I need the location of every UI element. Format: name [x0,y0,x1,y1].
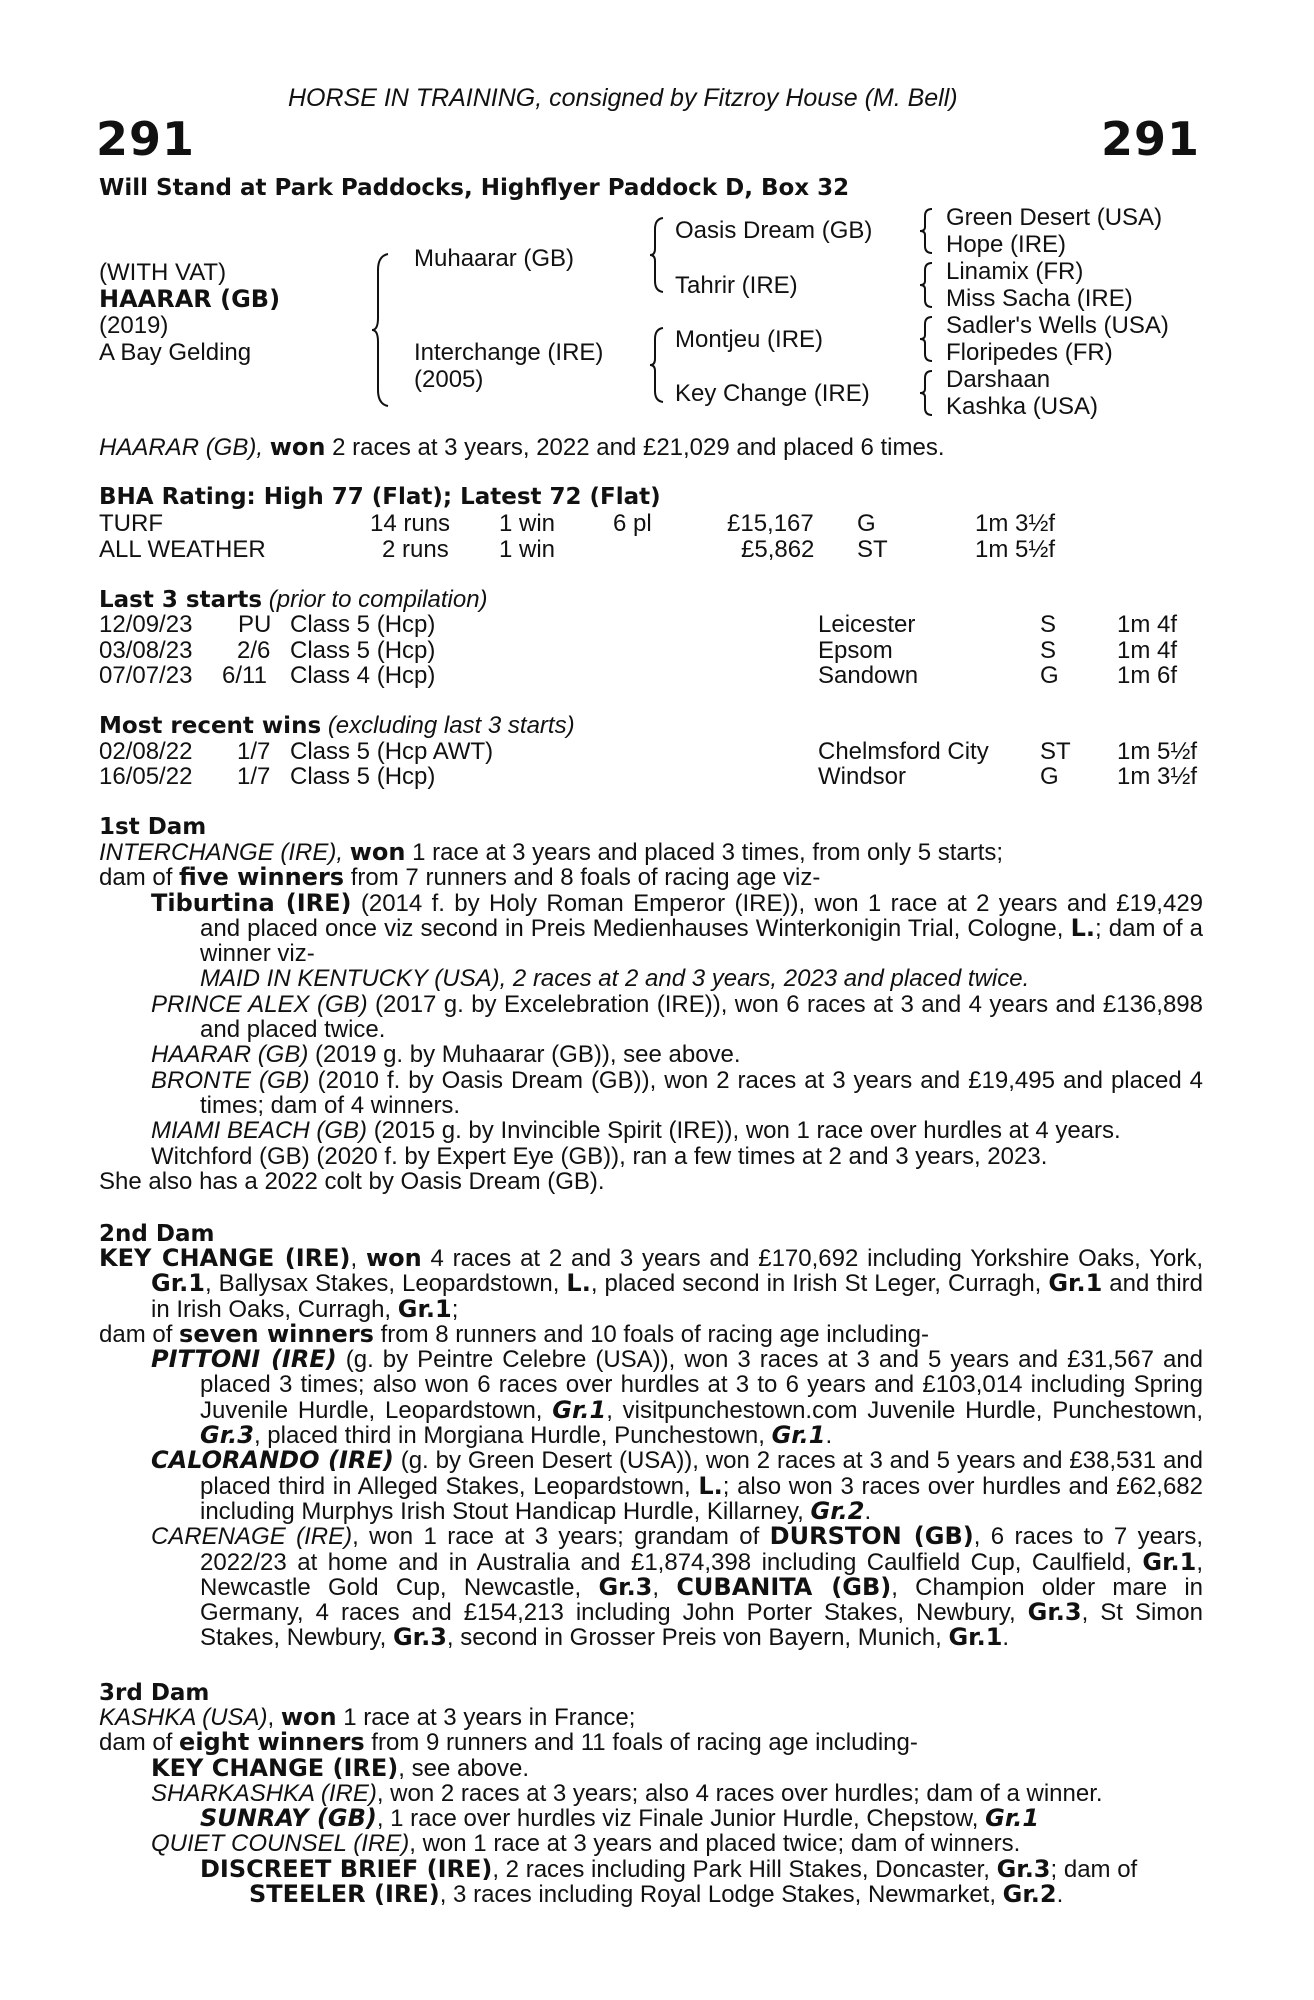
rating-wins: 1 win [499,536,556,563]
progeny-name: HAARAR (GB) [151,1041,309,1069]
first-dam-intro [99,840,1203,865]
start-going: S [1040,637,1057,664]
dam-sire: Montjeu (IRE) [675,326,824,353]
progeny-carenage [99,1524,1203,1650]
win-distance: 1m 3½f [1117,763,1198,790]
intro-text: ; [451,1295,459,1323]
group-mark: Gr.3 [598,1572,653,1601]
progeny-text: , Champion older mare in Germany, 4 races and £154,213 including John Porter Stakes, Newbury, [200,1573,1204,1627]
progeny-tiburtina [99,888,1204,968]
intro-text: 1 race at 3 years and placed 3 times, from only 5 starts; [412,839,1004,866]
win-going: G [1040,763,1059,790]
listed-mark: L. [698,1471,723,1500]
start-position: 2/6 [237,637,271,664]
recent-note: (excluding last 3 starts) [327,712,575,739]
progeny-haarar [99,1042,1203,1067]
start-position: PU [238,611,272,638]
progeny-text: (g. by Green Desert (USA)), won 2 races at 3 and 5 years and £38,531 and placed third in Alleged Stakes, Leopardstown, [200,1447,1204,1500]
progeny-text: , visitpunchestown.com Juvenile Hurdle, Punchestown, [606,1396,1204,1424]
group-mark: Gr.2 [810,1496,865,1525]
first-dam-heading: 1st Dam [99,814,207,840]
progeny-text: , 1 race over hurdles viz Finale Junior Hurdle, Chepstow, [376,1805,979,1833]
group-mark: Gr.1 [552,1395,607,1424]
win-race: Class 5 (Hcp AWT) [290,738,494,765]
dam-of: dam of [99,1729,173,1757]
first-dam-produce [99,865,1203,890]
third-dam-heading: 3rd Dam [99,1680,210,1706]
progeny-text: , won 1 race at 3 years; grandam of [352,1523,760,1551]
progeny-pittoni [99,1347,1203,1448]
rating-distance: 1m 3½f [975,510,1056,537]
rating-distance: 1m 5½f [975,536,1056,563]
vat-note: (WITH VAT) [99,259,227,286]
progeny-text: , second in Grosser Preis von Bayern, Munich, [446,1624,942,1652]
pedigree-brace-main [370,250,394,410]
progeny-text: (2019 g. by Muhaarar (GB)), see above. [315,1041,741,1069]
pedigree-brace-ss [918,206,936,256]
group-mark: Gr.1 [397,1294,452,1323]
progeny-sunray [99,1806,1203,1831]
progeny-maid-in-kentucky: MAID IN KENTUCKY (USA), 2 races at 2 and 3 years, 2023 and placed twice. [200,965,1030,993]
start-distance: 1m 4f [1117,637,1178,664]
progeny-key-change [99,1753,1203,1782]
second-dam-produce [99,1319,1203,1348]
pedigree-brace-dd [918,368,936,418]
win-course: Windsor [818,763,907,790]
progeny-name: KEY CHANGE (IRE) [151,1753,399,1782]
second-dam-heading: 2nd Dam [99,1221,215,1247]
recent-heading-row [99,712,575,740]
dam-year: (2005) [414,366,484,393]
group-mark: Gr.3 [996,1854,1051,1883]
ped-ssd: Hope (IRE) [946,231,1067,258]
group-mark: Gr.2 [1002,1880,1057,1909]
progeny-calorando: CALORANDO (IRE) (g. by Green Desert (USA)), won 2 races at 3 and 5 years and £38,531 and placed third in Alleged Stakes, Leopardstown, L.; also won 3 races over hurdles and £62,682 including Murphys Irish Stout Handicap Hurdle, Killarney, Gr.2. [151,1446,1204,1525]
dam-dam: Key Change (IRE) [675,380,870,407]
third-dam-section [99,1705,1203,1907]
progeny-text: (2010 f. by Oasis Dream (GB)), won 2 races at 3 years and £19,495 and placed 4 times; dam of 4 winners. [200,1066,1204,1119]
pedigree-brace-sire [648,215,668,295]
progeny-name: PRINCE ALEX (GB) [151,990,368,1018]
start-date: 07/07/23 [99,662,193,689]
listed-mark: L. [566,1269,591,1298]
progeny-name: SUNRAY (GB) [200,1804,377,1833]
horse-year: (2019) [99,312,169,339]
win-position: 1/7 [237,738,271,765]
produce-text: from 7 runners and 8 foals of racing age viz- [350,864,821,892]
group-mark: Gr.1 [948,1623,1003,1652]
won-word: won [349,838,406,866]
summary-won: won [269,433,326,461]
start-course: Epsom [818,637,893,664]
group-mark: Gr.3 [200,1421,254,1450]
lot-number-left: 291 [96,112,196,166]
stand-location: Will Stand at Park Paddocks, Highflyer Paddock D, Box 32 [99,175,850,201]
rating-placed: 6 pl [613,510,652,537]
won-word: won [280,1703,337,1731]
progeny-quiet-counsel [99,1831,1203,1856]
start-course: Sandown [818,662,919,689]
start-going: S [1040,611,1057,638]
intro-text: 1 race at 3 years in France; [343,1704,636,1731]
start-race: Class 5 (Hcp) [290,611,436,638]
group-mark: Gr.1 [985,1804,1040,1833]
progeny-text: , [652,1573,660,1601]
progeny-miami-beach [99,1118,1203,1143]
horse-name: HAARAR (GB) [99,285,281,313]
dam-name: Interchange (IRE) [414,339,604,366]
progeny-text: . [1002,1624,1010,1652]
second-dam-intro: KEY CHANGE (IRE), won 4 races at 2 and 3 years and £170,692 including Yorkshire Oaks, York, Gr.1, Ballysax Stakes, Leopardstown, L., placed second in Irish St Leger, Curragh, Gr.1 and third in Irish Oaks, Curragh, Gr.1; [99,1244,1203,1323]
start-distance: 1m 6f [1117,662,1178,689]
win-distance: 1m 5½f [1117,738,1198,765]
pedigree-brace-sd [918,260,936,310]
group-mark: Gr.1 [151,1269,205,1298]
dam-name: INTERCHANGE (IRE), [99,839,344,866]
win-race: Class 5 (Hcp) [290,763,436,790]
ped-dss: Sadler's Wells (USA) [946,312,1169,339]
progeny-name: CALORANDO (IRE) [151,1446,394,1475]
progeny-text: , Newcastle Gold Cup, Newcastle, [200,1548,1203,1601]
progeny-text: , St Simon Stakes, Newbury, [200,1599,1203,1652]
progeny-text: , 2 races including Park Hill Stakes, Doncaster, [492,1855,990,1883]
start-race: Class 5 (Hcp) [290,637,436,664]
horse-description: A Bay Gelding [99,339,252,366]
start-date: 12/09/23 [99,611,193,638]
pedigree-brace-ds [918,314,936,364]
progeny-name: BRONTE (GB) [151,1066,310,1094]
progeny-witchford: Witchford (GB) (2020 f. by Expert Eye (GB)), ran a few times at 2 and 3 years, 2023. [151,1142,1048,1170]
rating-surface: TURF [99,510,163,537]
summary-horse: HAARAR (GB), [99,434,264,461]
win-date: 02/08/22 [99,738,193,765]
ped-sdd: Miss Sacha (IRE) [946,285,1133,312]
ped-ddd: Kashka (USA) [946,393,1099,420]
progeny-name: PITTONI (IRE) [151,1345,337,1374]
win-going: ST [1040,738,1071,765]
sire-sire: Oasis Dream (GB) [675,217,873,244]
first-dam-section [99,840,1203,1194]
progeny-text: . [825,1422,833,1450]
third-dam-produce [99,1730,1203,1755]
pedigree-brace-dam [648,325,668,405]
dam-name: KASHKA (USA) [99,1704,268,1731]
won-word: won [365,1244,422,1272]
dam-name: KEY CHANGE (IRE) [99,1244,351,1272]
summary-text: 2 races at 3 years, 2022 and £21,029 and placed 6 times. [332,434,945,461]
progeny-text: , 3 races including Royal Lodge Stakes, Newmarket, [439,1881,996,1909]
lot-number-right: 291 [1100,112,1200,166]
win-course: Chelmsford City [818,738,989,765]
progeny-name: CARENAGE (IRE) [151,1523,353,1551]
produce-text: from 9 runners and 11 foals of racing age including- [371,1729,918,1757]
progeny-text: (2014 f. by Holy Roman Emperor (IRE)), won 1 race at 2 years and £19,429 and placed once viz second in Preis Medienhauses Winterkonigin Trial, Cologne, [200,889,1204,942]
win-date: 16/05/22 [99,763,193,790]
rating-going: ST [857,536,888,563]
progeny-text: , won 1 race at 3 years and placed twice; dam of winners. [409,1830,1021,1858]
progeny-text: (g. by Peintre Celebre (USA)), won 3 races at 3 and 5 years and £31,567 and placed 3 times; also won 6 races over hurdles at 3 to 6 years and £103,014 including Spring Juvenile Hurdle, Leopardstown, [200,1346,1204,1424]
progeny-name: Tiburtina (IRE) [151,888,352,917]
progeny-steeler [99,1882,1203,1907]
rating-prize: £5,862 [741,536,815,563]
sire-dam: Tahrir (IRE) [675,272,798,299]
start-date: 03/08/23 [99,637,193,664]
last3-heading-row [99,586,488,614]
ped-dsd: Floripedes (FR) [946,339,1113,366]
rating-going: G [857,510,876,537]
race-summary [99,435,945,460]
group-mark: Gr.3 [1027,1598,1082,1627]
sire-name: Muhaarar (GB) [414,245,575,272]
progeny-discreet-brief [99,1854,1203,1883]
rating-runs: 2 runs [382,536,449,563]
progeny-text: (2015 g. by Invincible Spirit (IRE)), won 1 race over hurdles at 4 years. [373,1117,1121,1145]
rating-prize: £15,167 [727,510,814,537]
start-distance: 1m 4f [1117,611,1178,638]
start-course: Leicester [818,611,916,638]
intro-text: and third in Irish Oaks, Curragh, [151,1270,1203,1323]
last3-note: (prior to compilation) [268,586,488,613]
last3-heading: Last 3 starts [99,587,263,613]
ped-sss: Green Desert (USA) [946,204,1163,231]
rating-surface: ALL WEATHER [99,536,266,563]
rating-heading: BHA Rating: High 77 (Flat); Latest 72 (Flat) [99,484,661,510]
grandchild-name: DURSTON (GB) [769,1522,974,1551]
winners-count: eight winners [179,1728,365,1757]
progeny-text: . [1056,1881,1064,1909]
first-dam-note: She also has a 2022 colt by Oasis Dream (GB). [99,1167,605,1195]
progeny-text: , placed third in Morgiana Hurdle, Punchestown, [253,1422,765,1450]
progeny-bronte [99,1068,1203,1119]
second-dam-section [99,1246,1203,1651]
recent-heading: Most recent wins [99,713,322,739]
winners-count: five winners [179,863,345,892]
produce-text: from 8 runners and 10 foals of racing age including- [380,1320,929,1348]
group-mark: Gr.1 [1142,1547,1197,1576]
progeny-name: QUIET COUNSEL (IRE) [151,1830,410,1858]
progeny-text: ; dam of [1050,1855,1138,1883]
grandchild-name: CUBANITA (GB) [676,1572,892,1601]
ped-sds: Linamix (FR) [946,258,1084,285]
listed-mark: L. [1070,913,1095,942]
winners-count: seven winners [179,1319,374,1348]
progeny-name: SHARKASHKA (IRE) [151,1779,377,1807]
progeny-text: , 6 races to 7 years, 2022/23 at home and in Australia and £1,874,398 including Caulfield Cup, Caulfield, [200,1523,1204,1576]
consignment-line: HORSE IN TRAINING, consigned by Fitzroy House (M. Bell) [288,84,958,112]
third-dam-intro: KASHKA (USA), won 1 race at 3 years in France; [99,1703,636,1731]
progeny-sharkashka [99,1781,1203,1806]
progeny-text: (2017 g. by Excelebration (IRE)), won 6 races at 3 and 4 years and £136,898 and placed twice. [200,990,1203,1044]
win-position: 1/7 [237,763,271,790]
rating-runs: 14 runs [370,510,451,537]
dam-of: dam of [99,864,173,892]
progeny-name: DISCREET BRIEF (IRE) [200,1854,493,1883]
progeny-text: ; also won 3 races over hurdles and £62,682 including Murphys Irish Stout Handicap Hurdle, Killarney, [200,1472,1203,1525]
start-race: Class 4 (Hcp) [290,662,436,689]
ped-dds: Darshaan [946,366,1051,393]
dam-of: dam of [99,1320,173,1348]
group-mark: Gr.3 [392,1623,447,1652]
progeny-name: MIAMI BEACH (GB) [151,1117,368,1145]
progeny-text-end: ; dam of a winner viz- [200,914,1203,968]
rating-wins: 1 win [499,510,556,537]
group-mark: Gr.1 [771,1421,826,1450]
intro-text: , Ballysax Stakes, Leopardstown, [204,1270,560,1298]
progeny-text: , won 2 races at 3 years; also 4 races over hurdles; dam of a winner. [376,1779,1103,1807]
intro-text: 4 races at 2 and 3 years and £170,692 including Yorkshire Oaks, York, [430,1245,1203,1272]
progeny-prince-alex [99,992,1203,1043]
progeny-name: STEELER (IRE) [249,1880,440,1909]
start-going: G [1040,662,1059,689]
start-position: 6/11 [222,662,267,689]
progeny-text: , see above. [398,1754,530,1782]
intro-text: , placed second in Irish St Leger, Curragh, [590,1270,1042,1298]
group-mark: Gr.1 [1048,1269,1103,1298]
